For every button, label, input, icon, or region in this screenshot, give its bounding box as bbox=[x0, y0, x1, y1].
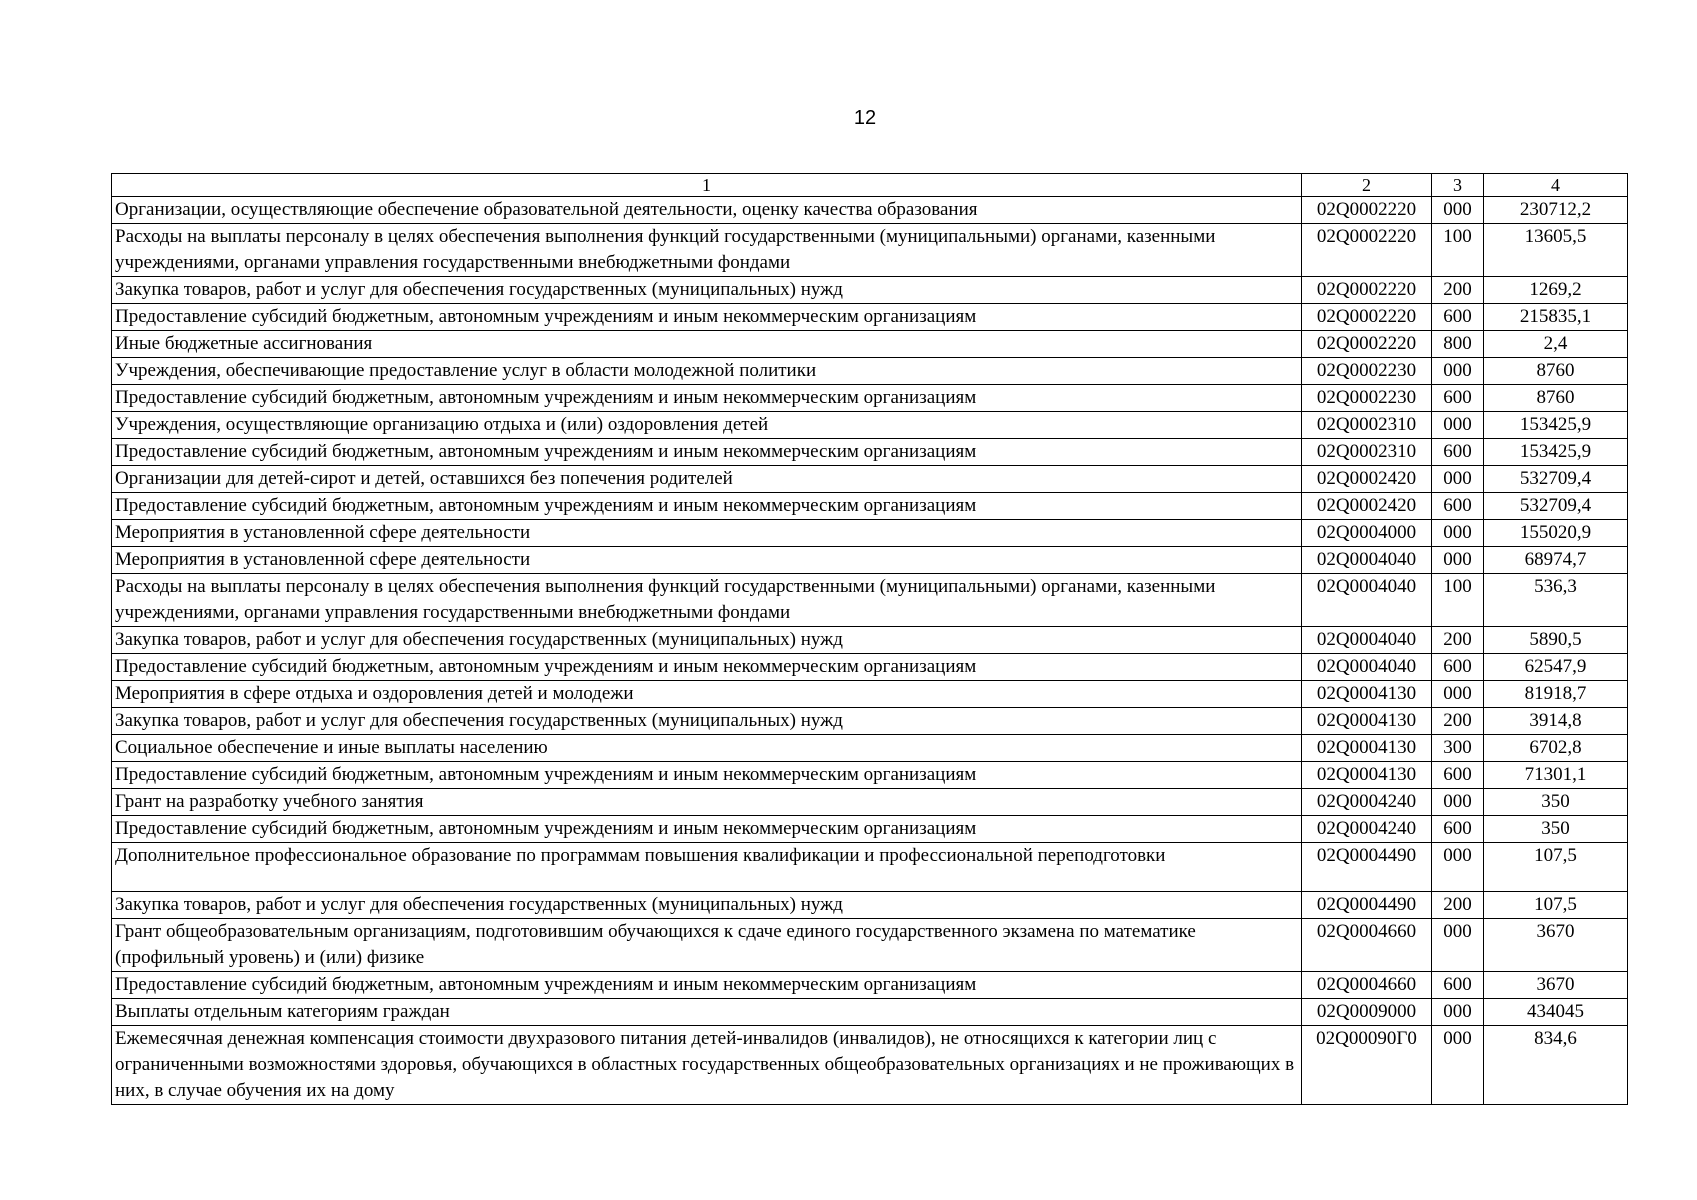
row-target-code: 02Q0004660 bbox=[1302, 919, 1432, 972]
table-row bbox=[112, 892, 1628, 919]
row-amount: 8760 bbox=[1484, 358, 1628, 385]
row-amount: 8760 bbox=[1484, 385, 1628, 412]
table-row bbox=[112, 412, 1628, 439]
row-amount: 81918,7 bbox=[1484, 681, 1628, 708]
row-target-code: 02Q0004490 bbox=[1302, 843, 1432, 892]
table-row bbox=[112, 789, 1628, 816]
row-target-code: 02Q0002420 bbox=[1302, 493, 1432, 520]
row-amount: 68974,7 bbox=[1484, 547, 1628, 574]
row-target-code: 02Q0002220 bbox=[1302, 277, 1432, 304]
row-target-code: 02Q0004130 bbox=[1302, 708, 1432, 735]
row-target-code: 02Q0002220 bbox=[1302, 224, 1432, 277]
table-row bbox=[112, 331, 1628, 358]
table-row bbox=[112, 816, 1628, 843]
row-target-code: 02Q0004490 bbox=[1302, 892, 1432, 919]
row-amount: 532709,4 bbox=[1484, 493, 1628, 520]
table-row bbox=[112, 735, 1628, 762]
row-expense-type: 000 bbox=[1432, 197, 1484, 224]
table-row bbox=[112, 385, 1628, 412]
row-description: Учреждения, обеспечивающие предоставление услуг в области молодежной политики bbox=[112, 358, 1302, 385]
budget-table bbox=[111, 173, 1628, 1105]
row-description: Предоставление субсидий бюджетным, автономным учреждениям и иным некоммерческим организациям bbox=[112, 762, 1302, 789]
table-row bbox=[112, 972, 1628, 999]
row-description: Расходы на выплаты персоналу в целях обеспечения выполнения функций государственными (муниципальными) органами, казенными учреждениями, органами управления государственными внебюджетными фондами bbox=[112, 224, 1302, 277]
table-row bbox=[112, 681, 1628, 708]
row-amount: 834,6 bbox=[1484, 1026, 1628, 1105]
row-amount: 62547,9 bbox=[1484, 654, 1628, 681]
row-amount: 350 bbox=[1484, 816, 1628, 843]
row-target-code: 02Q0004000 bbox=[1302, 520, 1432, 547]
row-amount: 1269,2 bbox=[1484, 277, 1628, 304]
row-target-code: 02Q00090Г0 bbox=[1302, 1026, 1432, 1105]
table-row bbox=[112, 762, 1628, 789]
row-amount: 107,5 bbox=[1484, 843, 1628, 892]
table-row bbox=[112, 466, 1628, 493]
row-target-code: 02Q0004040 bbox=[1302, 654, 1432, 681]
table-row bbox=[112, 493, 1628, 520]
table-row bbox=[112, 439, 1628, 466]
table-row bbox=[112, 654, 1628, 681]
row-description: Предоставление субсидий бюджетным, автономным учреждениям и иным некоммерческим организациям bbox=[112, 654, 1302, 681]
row-amount: 230712,2 bbox=[1484, 197, 1628, 224]
row-target-code: 02Q0004130 bbox=[1302, 681, 1432, 708]
row-description: Учреждения, осуществляющие организацию отдыха и (или) оздоровления детей bbox=[112, 412, 1302, 439]
row-expense-type: 600 bbox=[1432, 385, 1484, 412]
column-header-3: 3 bbox=[1432, 174, 1484, 197]
row-amount: 3670 bbox=[1484, 919, 1628, 972]
table-row bbox=[112, 919, 1628, 972]
row-description: Выплаты отдельным категориям граждан bbox=[112, 999, 1302, 1026]
row-description: Дополнительное профессиональное образование по программам повышения квалификации и профессиональной переподготовки bbox=[112, 843, 1302, 892]
row-amount: 13605,5 bbox=[1484, 224, 1628, 277]
row-target-code: 02Q0002220 bbox=[1302, 304, 1432, 331]
row-description: Грант общеобразовательным организациям, подготовившим обучающихся к сдаче единого государственного экзамена по математике (профильный уровень) и (или) физике bbox=[112, 919, 1302, 972]
row-description: Организации, осуществляющие обеспечение образовательной деятельности, оценку качества образования bbox=[112, 197, 1302, 224]
row-target-code: 02Q0004130 bbox=[1302, 762, 1432, 789]
table-row bbox=[112, 304, 1628, 331]
row-description: Мероприятия в сфере отдыха и оздоровления детей и молодежи bbox=[112, 681, 1302, 708]
row-amount: 155020,9 bbox=[1484, 520, 1628, 547]
row-expense-type: 000 bbox=[1432, 919, 1484, 972]
row-target-code: 02Q0002310 bbox=[1302, 439, 1432, 466]
row-expense-type: 600 bbox=[1432, 304, 1484, 331]
row-description: Предоставление субсидий бюджетным, автономным учреждениям и иным некоммерческим организациям bbox=[112, 972, 1302, 999]
row-target-code: 02Q0004130 bbox=[1302, 735, 1432, 762]
row-amount: 536,3 bbox=[1484, 574, 1628, 627]
row-amount: 153425,9 bbox=[1484, 412, 1628, 439]
row-expense-type: 200 bbox=[1432, 277, 1484, 304]
row-expense-type: 200 bbox=[1432, 708, 1484, 735]
row-description: Закупка товаров, работ и услуг для обеспечения государственных (муниципальных) нужд bbox=[112, 708, 1302, 735]
row-amount: 5890,5 bbox=[1484, 627, 1628, 654]
table-row bbox=[112, 999, 1628, 1026]
row-expense-type: 000 bbox=[1432, 999, 1484, 1026]
row-target-code: 02Q0004040 bbox=[1302, 547, 1432, 574]
row-expense-type: 800 bbox=[1432, 331, 1484, 358]
row-target-code: 02Q0002310 bbox=[1302, 412, 1432, 439]
row-expense-type: 000 bbox=[1432, 1026, 1484, 1105]
row-description: Закупка товаров, работ и услуг для обеспечения государственных (муниципальных) нужд bbox=[112, 892, 1302, 919]
row-expense-type: 100 bbox=[1432, 224, 1484, 277]
row-expense-type: 000 bbox=[1432, 520, 1484, 547]
row-expense-type: 000 bbox=[1432, 358, 1484, 385]
row-target-code: 02Q0009000 bbox=[1302, 999, 1432, 1026]
row-target-code: 02Q0002230 bbox=[1302, 385, 1432, 412]
table-row bbox=[112, 1026, 1628, 1105]
table-row bbox=[112, 843, 1628, 892]
table-row bbox=[112, 358, 1628, 385]
table-row bbox=[112, 574, 1628, 627]
row-expense-type: 000 bbox=[1432, 466, 1484, 493]
row-description: Организации для детей-сирот и детей, оставшихся без попечения родителей bbox=[112, 466, 1302, 493]
row-amount: 71301,1 bbox=[1484, 762, 1628, 789]
table-row bbox=[112, 708, 1628, 735]
row-expense-type: 000 bbox=[1432, 412, 1484, 439]
row-target-code: 02Q0002220 bbox=[1302, 331, 1432, 358]
row-expense-type: 600 bbox=[1432, 816, 1484, 843]
page-number: 12 bbox=[853, 107, 877, 129]
column-header-2: 2 bbox=[1302, 174, 1432, 197]
row-description: Ежемесячная денежная компенсация стоимости двухразового питания детей-инвалидов (инвалидов), не относящихся к категории лиц с ограниченными возможностями здоровья, обучающихся в областных государственных общеобразовательных организациях и не проживающих в них, в случае обучения их на дому bbox=[112, 1026, 1302, 1105]
row-expense-type: 000 bbox=[1432, 789, 1484, 816]
row-expense-type: 600 bbox=[1432, 762, 1484, 789]
row-expense-type: 600 bbox=[1432, 439, 1484, 466]
row-expense-type: 600 bbox=[1432, 493, 1484, 520]
row-description: Мероприятия в установленной сфере деятельности bbox=[112, 520, 1302, 547]
row-amount: 3670 bbox=[1484, 972, 1628, 999]
table-row bbox=[112, 224, 1628, 277]
row-description: Предоставление субсидий бюджетным, автономным учреждениям и иным некоммерческим организациям bbox=[112, 816, 1302, 843]
table-row bbox=[112, 277, 1628, 304]
row-target-code: 02Q0002420 bbox=[1302, 466, 1432, 493]
row-description: Предоставление субсидий бюджетным, автономным учреждениям и иным некоммерческим организациям bbox=[112, 493, 1302, 520]
row-expense-type: 200 bbox=[1432, 627, 1484, 654]
row-expense-type: 600 bbox=[1432, 972, 1484, 999]
row-amount: 350 bbox=[1484, 789, 1628, 816]
row-description: Социальное обеспечение и иные выплаты населению bbox=[112, 735, 1302, 762]
row-target-code: 02Q0004660 bbox=[1302, 972, 1432, 999]
row-description: Предоставление субсидий бюджетным, автономным учреждениям и иным некоммерческим организациям bbox=[112, 304, 1302, 331]
row-target-code: 02Q0004040 bbox=[1302, 574, 1432, 627]
row-expense-type: 000 bbox=[1432, 681, 1484, 708]
row-target-code: 02Q0002230 bbox=[1302, 358, 1432, 385]
row-target-code: 02Q0002220 bbox=[1302, 197, 1432, 224]
row-description: Расходы на выплаты персоналу в целях обеспечения выполнения функций государственными (муниципальными) органами, казенными учреждениями, органами управления государственными внебюджетными фондами bbox=[112, 574, 1302, 627]
row-amount: 6702,8 bbox=[1484, 735, 1628, 762]
row-description: Предоставление субсидий бюджетным, автономным учреждениям и иным некоммерческим организациям bbox=[112, 439, 1302, 466]
row-description: Мероприятия в установленной сфере деятельности bbox=[112, 547, 1302, 574]
row-target-code: 02Q0004040 bbox=[1302, 627, 1432, 654]
table-row bbox=[112, 197, 1628, 224]
row-expense-type: 200 bbox=[1432, 892, 1484, 919]
row-description: Грант на разработку учебного занятия bbox=[112, 789, 1302, 816]
row-description: Закупка товаров, работ и услуг для обеспечения государственных (муниципальных) нужд bbox=[112, 627, 1302, 654]
row-amount: 3914,8 bbox=[1484, 708, 1628, 735]
row-amount: 107,5 bbox=[1484, 892, 1628, 919]
row-expense-type: 600 bbox=[1432, 654, 1484, 681]
row-target-code: 02Q0004240 bbox=[1302, 816, 1432, 843]
row-amount: 434045 bbox=[1484, 999, 1628, 1026]
row-amount: 153425,9 bbox=[1484, 439, 1628, 466]
table-row bbox=[112, 627, 1628, 654]
row-amount: 532709,4 bbox=[1484, 466, 1628, 493]
row-expense-type: 000 bbox=[1432, 843, 1484, 892]
row-amount: 215835,1 bbox=[1484, 304, 1628, 331]
table-row bbox=[112, 520, 1628, 547]
row-description: Предоставление субсидий бюджетным, автономным учреждениям и иным некоммерческим организациям bbox=[112, 385, 1302, 412]
row-expense-type: 000 bbox=[1432, 547, 1484, 574]
column-header-4: 4 bbox=[1484, 174, 1628, 197]
row-description: Закупка товаров, работ и услуг для обеспечения государственных (муниципальных) нужд bbox=[112, 277, 1302, 304]
header-row bbox=[112, 174, 1628, 197]
row-amount: 2,4 bbox=[1484, 331, 1628, 358]
row-description: Иные бюджетные ассигнования bbox=[112, 331, 1302, 358]
table-row bbox=[112, 547, 1628, 574]
row-expense-type: 300 bbox=[1432, 735, 1484, 762]
row-expense-type: 100 bbox=[1432, 574, 1484, 627]
column-header-1: 1 bbox=[112, 174, 1302, 197]
row-target-code: 02Q0004240 bbox=[1302, 789, 1432, 816]
